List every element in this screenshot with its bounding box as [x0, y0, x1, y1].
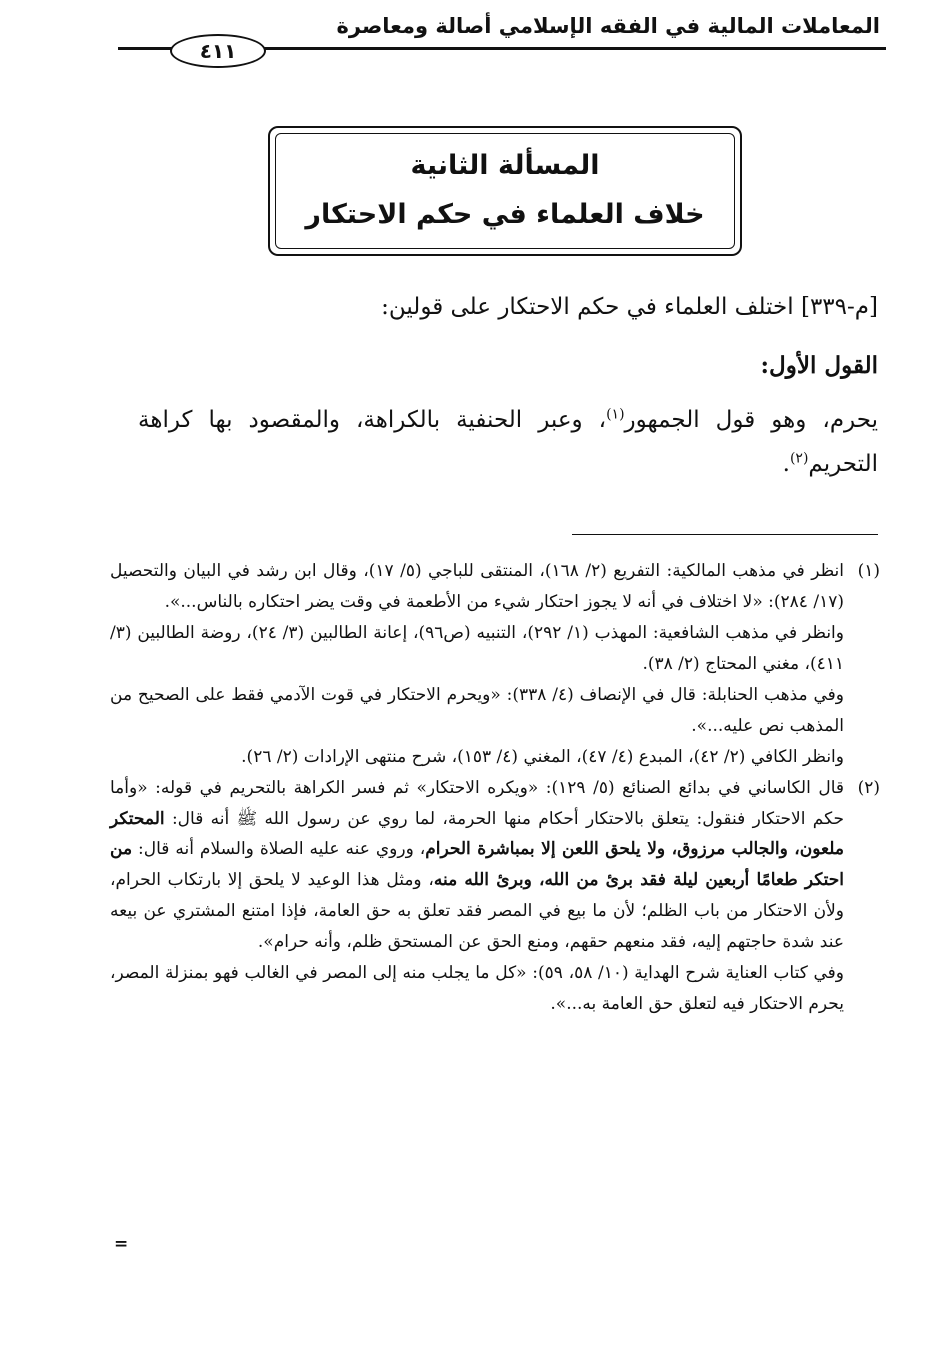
footnote-2-text-1: قال الكاساني في بدائع الصنائع (٥/ ١٢٩): «ويكره الاحتكار» ثم فسر الكراهة بالتحريم في قوله: «وأما حكم الاحتكار فنقول: يتعلق بالاحتكار أحكام منها الحرمة، لما روي عن رسول الله ﷺ أنه قال: [110, 777, 844, 829]
footnote-1-hanbali: وفي مذهب الحنابلة: قال في الإنصاف (٤/ ٣٣٨): «ويحرم الاحتكار في قوت الآدمي فقط على الصحيح من المذهب نص عليه...». [110, 684, 844, 736]
paragraph-text-part2: ، وعبر الحنفية بالكراهة، والمقصود بها كراهة التحريم [138, 407, 878, 478]
page-number: ٤١١ [170, 34, 266, 68]
section-title-frame [275, 133, 735, 249]
footnote-2-kasani [110, 773, 844, 959]
footnote-rule [572, 534, 878, 535]
footnote-ref-2: (٢) [789, 450, 809, 467]
footnote-ref-1: (١) [606, 406, 625, 423]
continuation-mark: = [114, 1234, 129, 1254]
footnote-1-number: (١) [857, 561, 880, 581]
footnote-1-body [110, 556, 844, 773]
issue-intro: [م-٣٣٩] اختلف العلماء في حكم الاحتكار على قولين: [381, 294, 878, 320]
footnote-1-shafii: وانظر في مذهب الشافعية: المهذب (١/ ٢٩٢)، التنبيه (ص٩٦)، إعانة الطالبين (٣/ ٢٤)، روضة الطالبين (٣/ ٤١١)، مغني المحتاج (٢/ ٣٨). [110, 622, 844, 674]
running-title: المعاملات المالية في الفقه الإسلامي أصالة ومعاصرة [336, 14, 880, 38]
first-opinion-heading: القول الأول: [760, 351, 878, 379]
first-opinion-paragraph [138, 399, 878, 486]
paragraph-end: . [782, 451, 790, 478]
footnote-2-text-2: ، وروي عنه عليه الصلاة والسلام أنه قال: [132, 839, 426, 860]
footnote-1-references: وانظر الكافي (٢/ ٤٢)، المبدع (٤/ ٤٧)، المغني (٤/ ١٥٣)، شرح منتهى الإرادات (٢/ ٢٦). [241, 746, 844, 767]
footnote-1 [110, 556, 880, 773]
footnotes [110, 556, 880, 1020]
footnote-2 [110, 773, 880, 1021]
body-text [138, 286, 878, 487]
section-title-line1: المسألة الثانية [410, 150, 600, 182]
hadith-2: من احتكر طعامًا أربعين ليلة فقد برئ من الله، وبرئ الله منه [110, 839, 844, 891]
footnote-2-number: (٢) [857, 777, 880, 798]
section-title-box [268, 126, 742, 256]
footnote-2-text-3: ، ومثل هذا الوعيد لا يلحق إلا بارتكاب الحرام، ولأن الاحتكار من باب الظلم؛ لأن ما بيع في المصر فقد تعلق به حق العامة، فإذا امتنع المشتري عن بيعه عند شدة حاجتهم إليه، فقد منعهم حقهم، ومنع الحق عن المستحق ظلم، وأنه حرام». [110, 870, 844, 953]
footnote-1-maliki: انظر في مذهب المالكية: التفريع (٢/ ١٦٨)، المنتقى للباجي (٥/ ١٧)، وقال ابن رشد في البيان والتحصيل (١٧/ ٢٨٤): «لا اختلاف في أنه لا يجوز احتكار شيء من الأطعمة في وقت يضر احتكاره بالناس...». [110, 561, 844, 612]
section-title-line2: خلاف العلماء في حكم الاحتكار [305, 199, 705, 231]
paragraph-text-part1: يحرم، وهو قول الجمهور [624, 407, 878, 434]
footnote-2-body [110, 773, 844, 1021]
hadith-1: المحتكر ملعون، والجالب مرزوق، ولا يلحق اللعن إلا بمباشرة الحرام [110, 808, 844, 860]
footnote-2-inaya: وفي كتاب العناية شرح الهداية (١٠/ ٥٨، ٥٩): «كل ما يجلب منه إلى المصر في الغالب فهو بمنزلة المصر، يحرم الاحتكار فيه لتعلق حق العامة به...». [110, 963, 844, 1015]
